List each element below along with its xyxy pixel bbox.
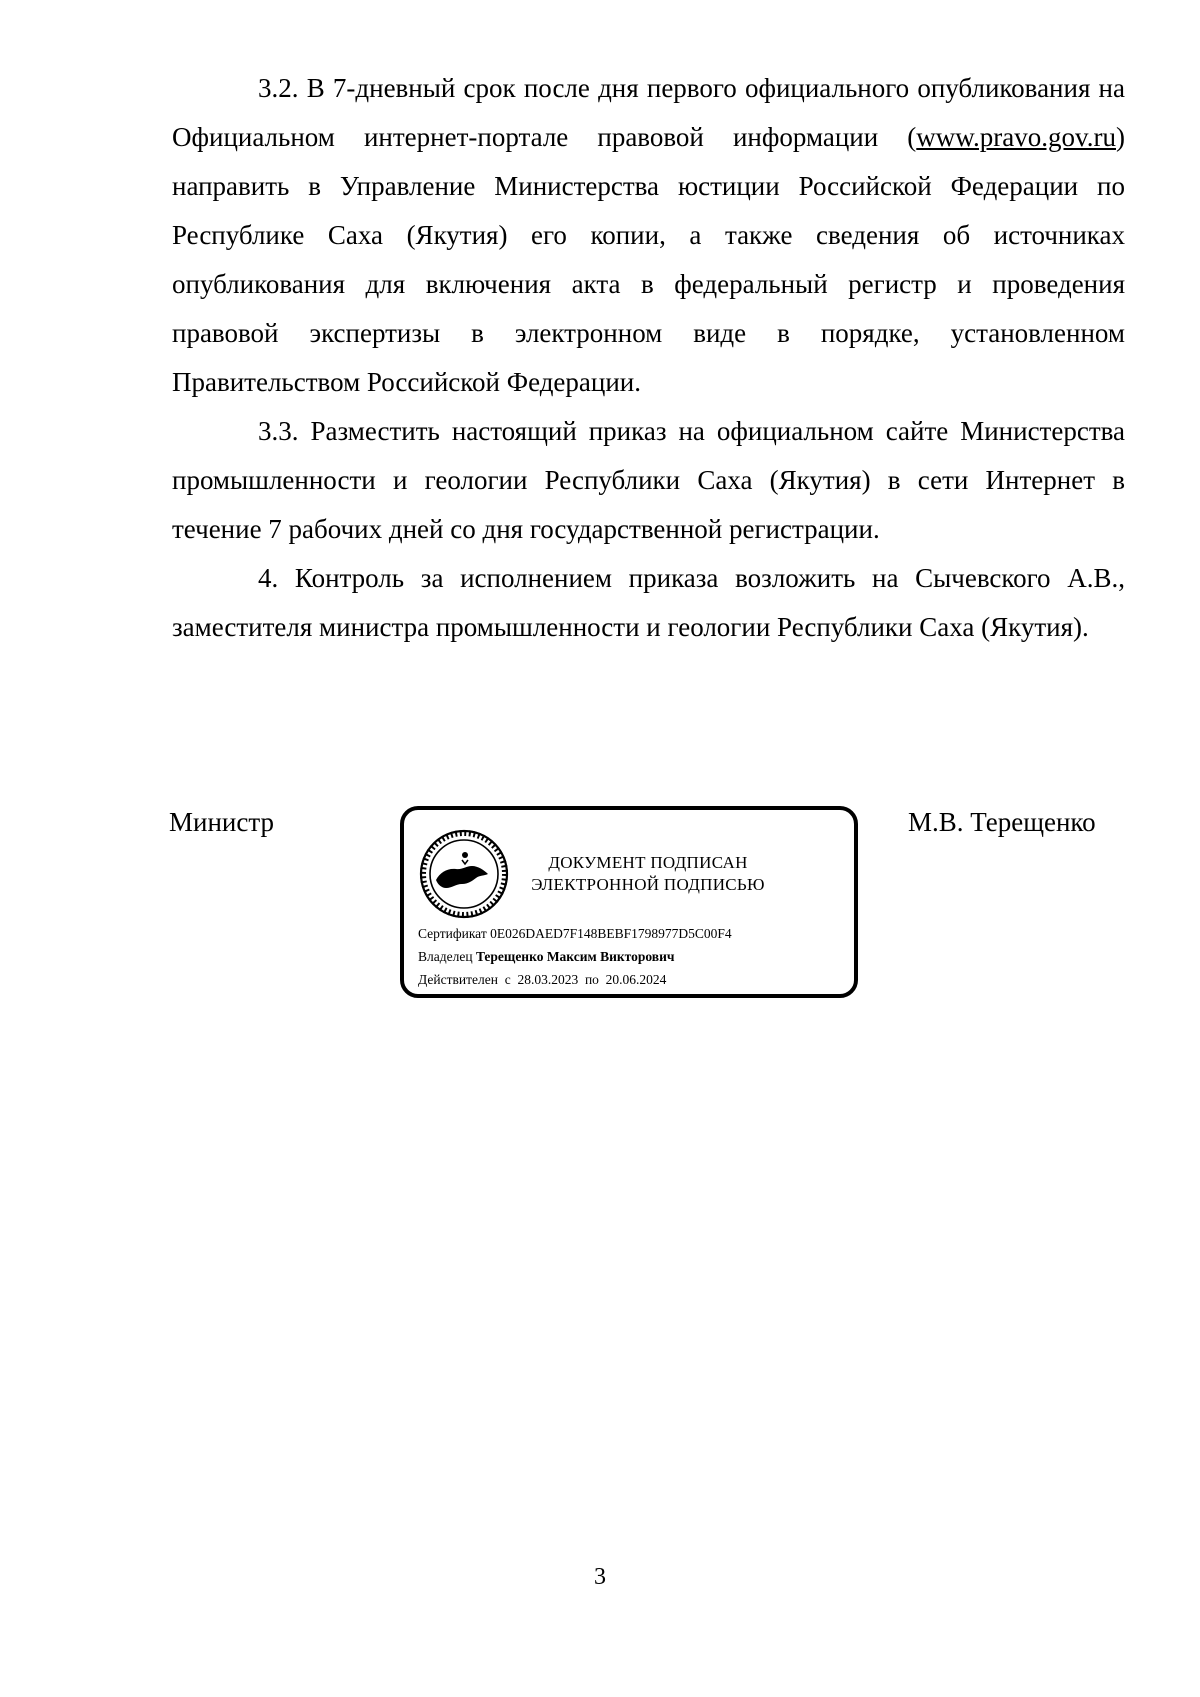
paragraph-4: 4. Контроль за исполнением приказа возложить на Сычевского А.В., заместителя министра промышленности и геологии Республики Саха (Якутия).	[172, 563, 1125, 642]
valid-to-date: 20.06.2024	[605, 972, 667, 987]
signer-name: М.В. Терещенко	[908, 807, 1096, 837]
stamp-header	[518, 852, 778, 896]
pravo-gov-link[interactable]: www.pravo.gov.ru	[916, 122, 1116, 152]
paragraph-3-2-text-start: 3.2. В 7-дневный срок после дня первого официального опубликования на Официальном интернет-портале правовой информации (	[172, 73, 1125, 152]
valid-label: Действителен	[418, 972, 498, 987]
paragraph-3-2-text-end: ) направить в Управление Министерства юстиции Российской Федерации по Республике Саха (Якутия) его копии, а также сведения об источниках опубликования для включения акта в федеральный регистр и проведения правовой экспертизы в электронном виде в порядке, установленном Правительством Российской Федерации.	[172, 122, 1125, 397]
paragraph-3-3: 3.3. Разместить настоящий приказ на официальном сайте Министерства промышленности и геологии Республики Саха (Якутия) в сети Интернет в течение 7 рабочих дней со дня государственной регистрации.	[172, 416, 1125, 544]
valid-from-date: 28.03.2023	[517, 972, 579, 987]
stamp-header-line-2: ЭЛЕКТРОННОЙ ПОДПИСЬЮ	[531, 875, 765, 894]
valid-from-label: с	[504, 972, 511, 987]
document-body	[172, 64, 1125, 652]
coat-of-arms-seal-icon	[418, 828, 510, 920]
stamp-owner-row	[418, 945, 732, 968]
electronic-signature-stamp	[400, 806, 858, 998]
paragraph-3-2	[172, 64, 1125, 407]
valid-to-label: по	[584, 972, 599, 987]
signer-title: Министр	[169, 807, 274, 837]
stamp-details	[418, 922, 732, 991]
certificate-label: Сертификат	[418, 926, 487, 941]
stamp-header-line-1: ДОКУМЕНТ ПОДПИСАН	[548, 853, 748, 872]
page-number: 3	[594, 1564, 606, 1590]
certificate-value: 0E026DAED7F148BEBF1798977D5C00F4	[490, 926, 732, 941]
owner-label: Владелец	[418, 949, 473, 964]
stamp-validity-row	[418, 968, 732, 991]
stamp-certificate-row	[418, 922, 732, 945]
owner-value: Терещенко Максим Викторович	[475, 949, 675, 964]
